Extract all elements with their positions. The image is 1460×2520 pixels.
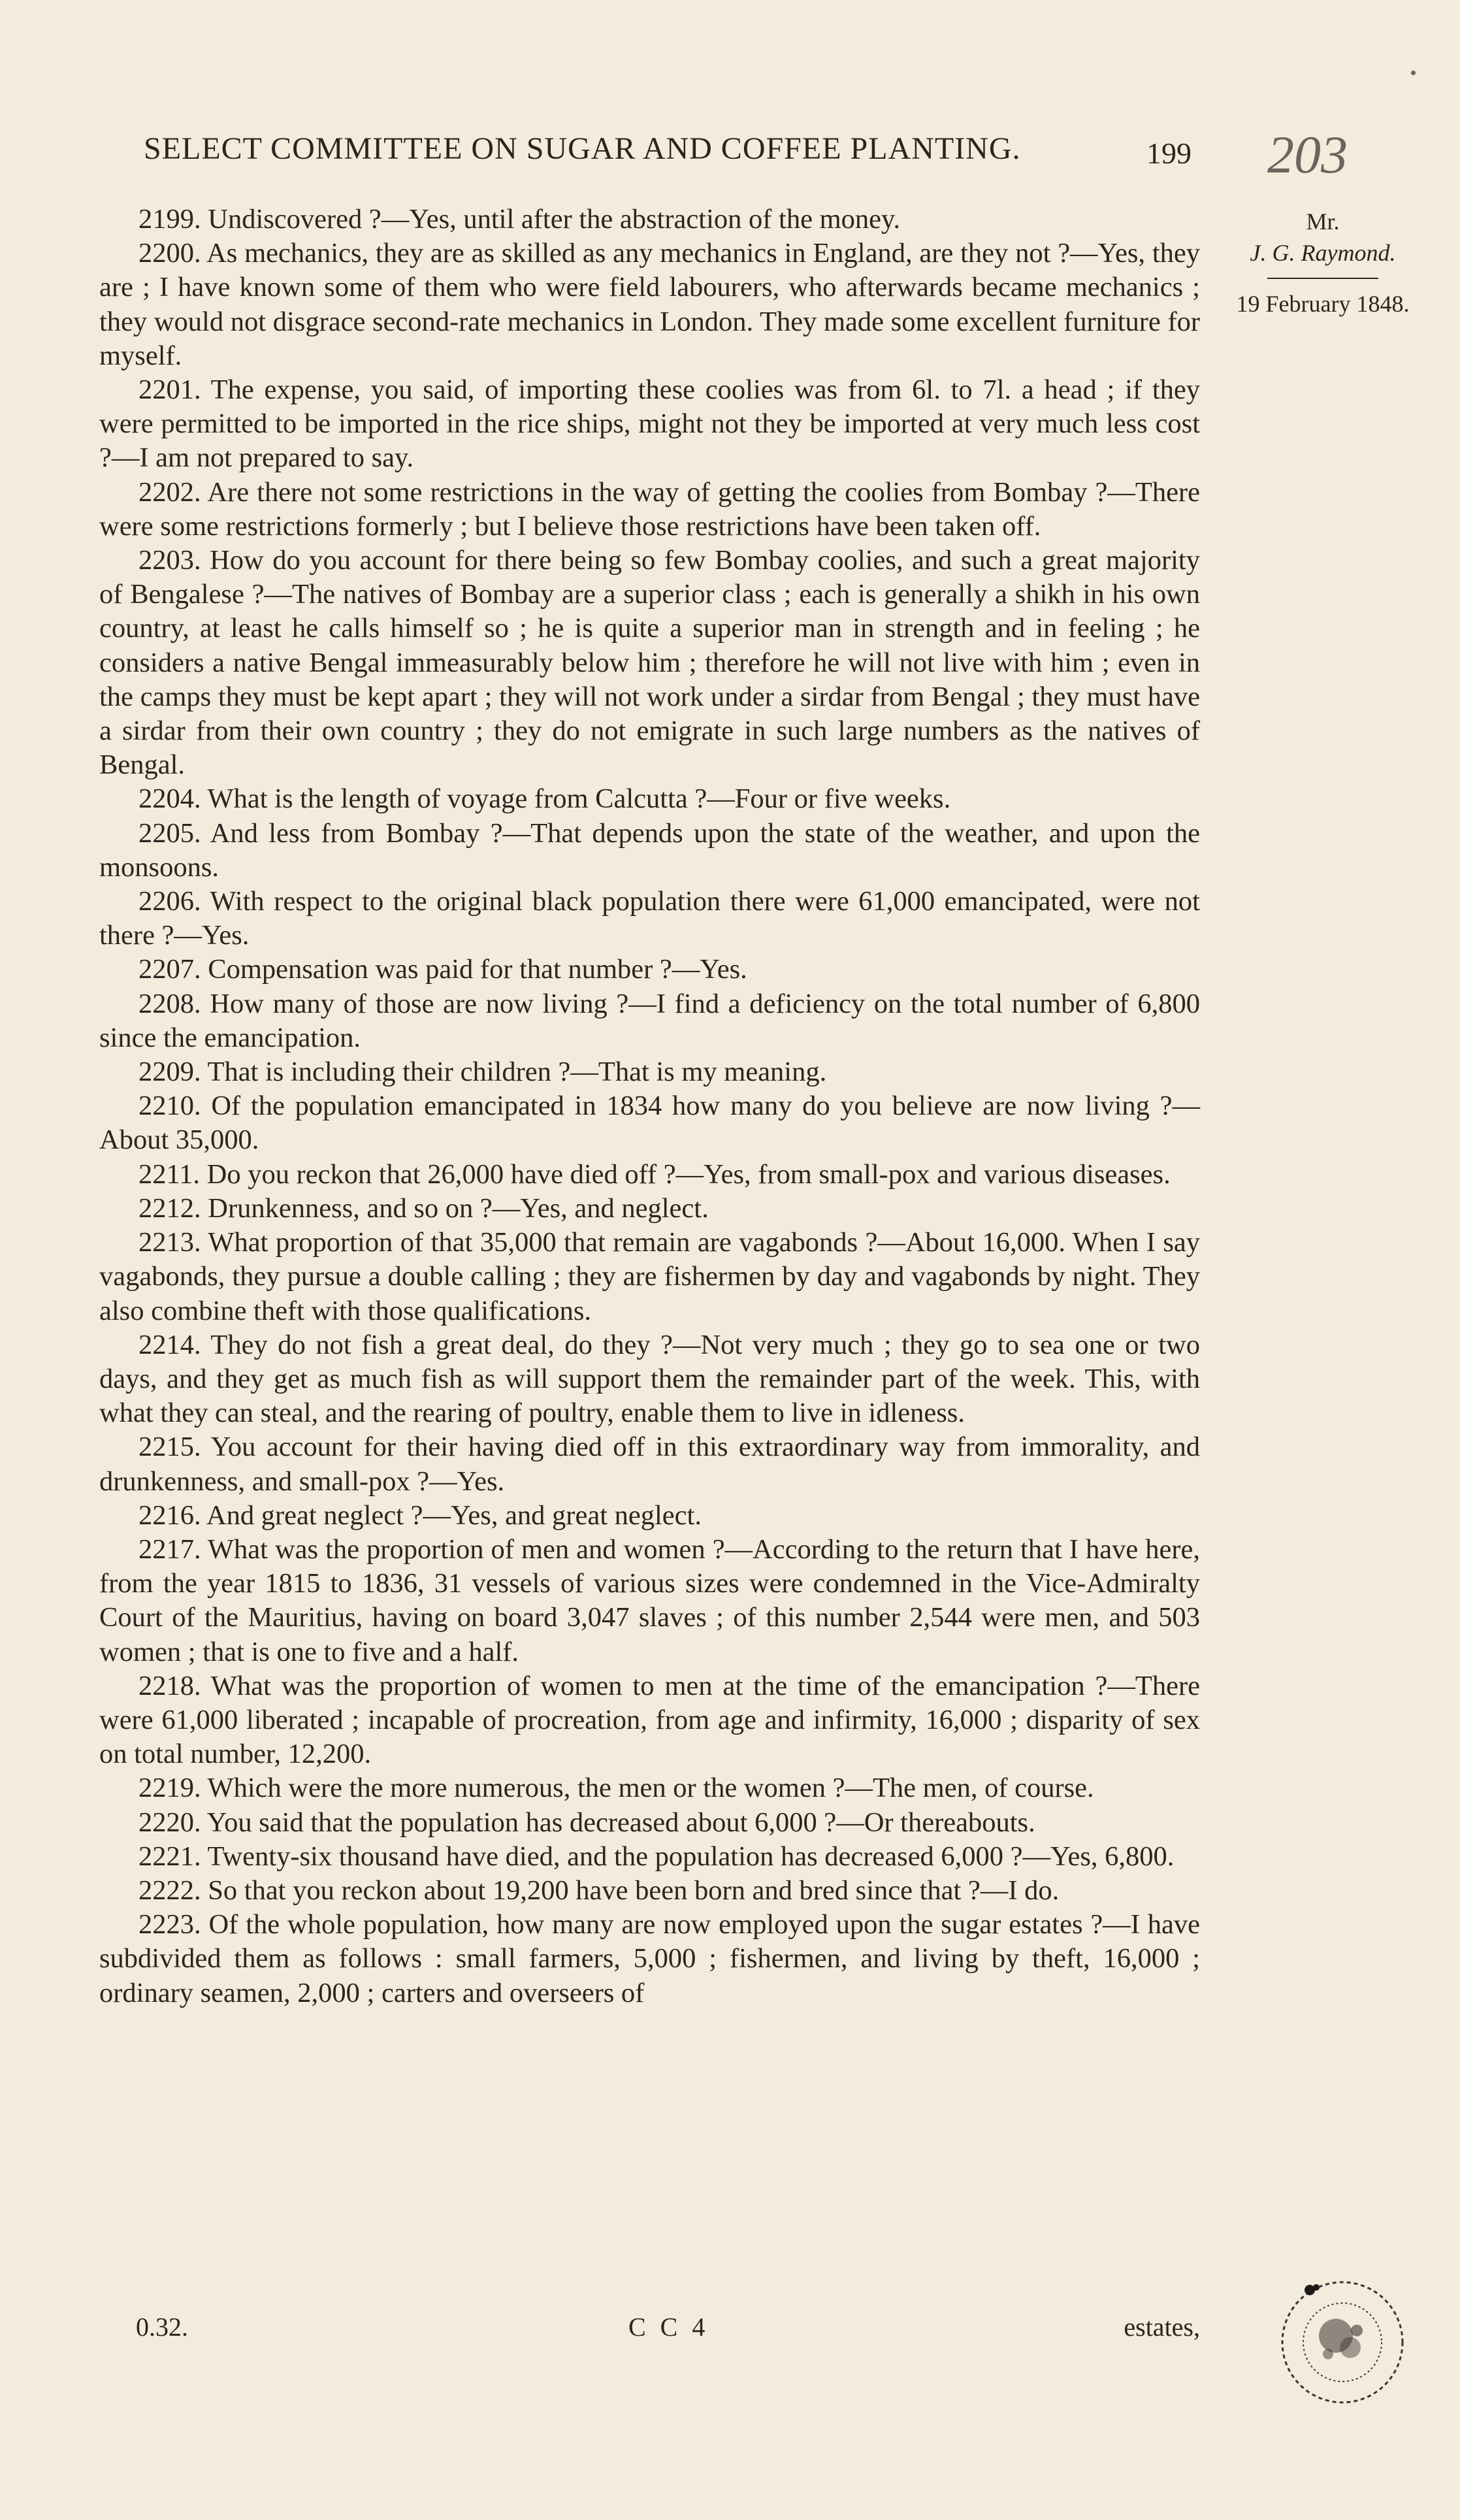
running-title: SELECT COMMITTEE ON SUGAR AND COFFEE PLANTING. <box>144 131 1021 166</box>
testimony-paragraph: 2211. Do you reckon that 26,000 have died off ?—Yes, from small-pox and various diseases. <box>138 1158 1171 1190</box>
testimony-paragraph: 2207. Compensation was paid for that number ?—Yes. <box>138 954 747 985</box>
testimony-body <box>99 203 1200 2010</box>
page-number: 199 <box>1146 137 1192 170</box>
testimony-paragraph: 2199. Undiscovered ?—Yes, until after the abstraction of the money. <box>138 204 901 235</box>
testimony-paragraph: 2223. Of the whole population, how many are now employed upon the sugar estates ?—I have subdivided them as follows : small farmers, 5,000 ; fishermen, and living by theft, 16,000 ; ordinary seamen, 2,000 ; carters and overseers of <box>99 1909 1200 2008</box>
testimony-paragraph: 2201. The expense, you said, of importing these coolies was from 6l. to 7l. a head ; if they were permitted to be imported in the rice ships, might not they be imported at very much less cost ?—I am not prepared to say. <box>99 374 1200 474</box>
sidenote-rule <box>1267 278 1378 279</box>
footer-signature-mark: C C 4 <box>628 2312 709 2342</box>
witness-sidenote <box>1212 206 1434 319</box>
testimony-paragraph: 2222. So that you reckon about 19,200 have been born and bred since that ?—I do. <box>138 1874 1060 1906</box>
sidenote-title: Mr. <box>1306 208 1340 235</box>
footer-catchword: estates, <box>1124 2312 1200 2342</box>
sidenote-date: 19 February 1848. <box>1236 291 1410 317</box>
testimony-paragraph: 2209. That is including their children ?—That is my meaning. <box>138 1056 827 1088</box>
testimony-paragraph: 2218. What was the proportion of women to men at the time of the emancipation ?—There were 61,000 liberated ; incapable of procreation, from age and infirmity, 16,000 ; disparity of sex on total number, 12,200. <box>99 1670 1200 1770</box>
testimony-paragraph: 2200. As mechanics, they are as skilled as any mechanics in England, are they not ?—Yes, they are ; I have known some of them who were field labourers, who afterwards became mechanics ; they would not disgrace second-rate mechanics in London. They made some excellent furniture for myself. <box>99 238 1200 371</box>
testimony-paragraph: 2204. What is the length of voyage from Calcutta ?—Four or five weeks. <box>138 783 951 815</box>
testimony-paragraph: 2202. Are there not some restrictions in the way of getting the coolies from Bombay ?—There were some restrictions formerly ; but I believe those restrictions have been taken off. <box>99 476 1200 542</box>
testimony-paragraph: 2206. With respect to the original black population there were 61,000 emancipated, were not there ?—Yes. <box>99 886 1200 951</box>
sidenote-witness-name: J. G. Raymond. <box>1250 240 1396 266</box>
ink-speck <box>1411 71 1416 75</box>
testimony-paragraph: 2208. How many of those are now living ?—I find a deficiency on the total number of 6,800 since the emancipation. <box>99 988 1200 1053</box>
testimony-paragraph: 2216. And great neglect ?—Yes, and great neglect. <box>138 1499 702 1531</box>
testimony-paragraph: 2217. What was the proportion of men and women ?—According to the return that I have here, from the year 1815 to 1836, 31 vessels of various sizes were condemned in the Vice-Admiralty Court of the Mauritius, having on board 3,047 slaves ; of this number 2,544 were men, and 503 women ; that is one to five and a half. <box>99 1533 1200 1667</box>
testimony-paragraph: 2212. Drunkenness, and so on ?—Yes, and neglect. <box>138 1192 709 1224</box>
handwritten-folio-number: 203 <box>1267 125 1348 184</box>
page-footer <box>99 2312 1200 2351</box>
testimony-paragraph: 2220. You said that the population has decreased about 6,000 ?—Or thereabouts. <box>138 1807 1035 1838</box>
testimony-paragraph: 2219. Which were the more numerous, the men or the women ?—The men, of course. <box>138 1773 1094 1804</box>
testimony-paragraph: 2213. What proportion of that 35,000 that remain are vagabonds ?—About 16,000. When I say vagabonds, they pursue a double calling ; they are fishermen by day and vagabonds by night. They also combine theft with those qualifications. <box>99 1227 1200 1326</box>
testimony-paragraph: 2215. You account for their having died off in this extraordinary way from immorality, and drunkenness, and small-pox ?—Yes. <box>99 1432 1200 1497</box>
testimony-paragraph: 2210. Of the population emancipated in 1834 how many do you believe are now living ?—About 35,000. <box>99 1090 1200 1156</box>
testimony-paragraph: 2221. Twenty-six thousand have died, and the population has decreased 6,000 ?—Yes, 6,800. <box>138 1841 1175 1872</box>
testimony-paragraph: 2205. And less from Bombay ?—That depends upon the state of the weather, and upon the monsoons. <box>99 817 1200 883</box>
footer-sessional-number: 0.32. <box>136 2312 188 2342</box>
testimony-paragraph: 2203. How do you account for there being so few Bombay coolies, and such a great majority of Bengalese ?—The natives of Bombay are a superior class ; each is generally a shikh in his own country, at least he calls himself so ; he is quite a superior man in strength and in feeling ; he considers a native Bengal immeasurably below him ; therefore he will not live with him ; even in the camps they must be kept apart ; they will not work under a sirdar from Bengal ; they must have a sirdar from their own country ; they do not emigrate in such large numbers as the natives of Bengal. <box>99 545 1200 781</box>
testimony-paragraph: 2214. They do not fish a great deal, do they ?—Not very much ; they go to sea one or two days, and they get as much fish as will support them the remainder part of the week. This, with what they can steal, and the rearing of poultry, enable them to live in idleness. <box>99 1329 1200 1429</box>
library-stamp-icon <box>1271 2270 1414 2414</box>
